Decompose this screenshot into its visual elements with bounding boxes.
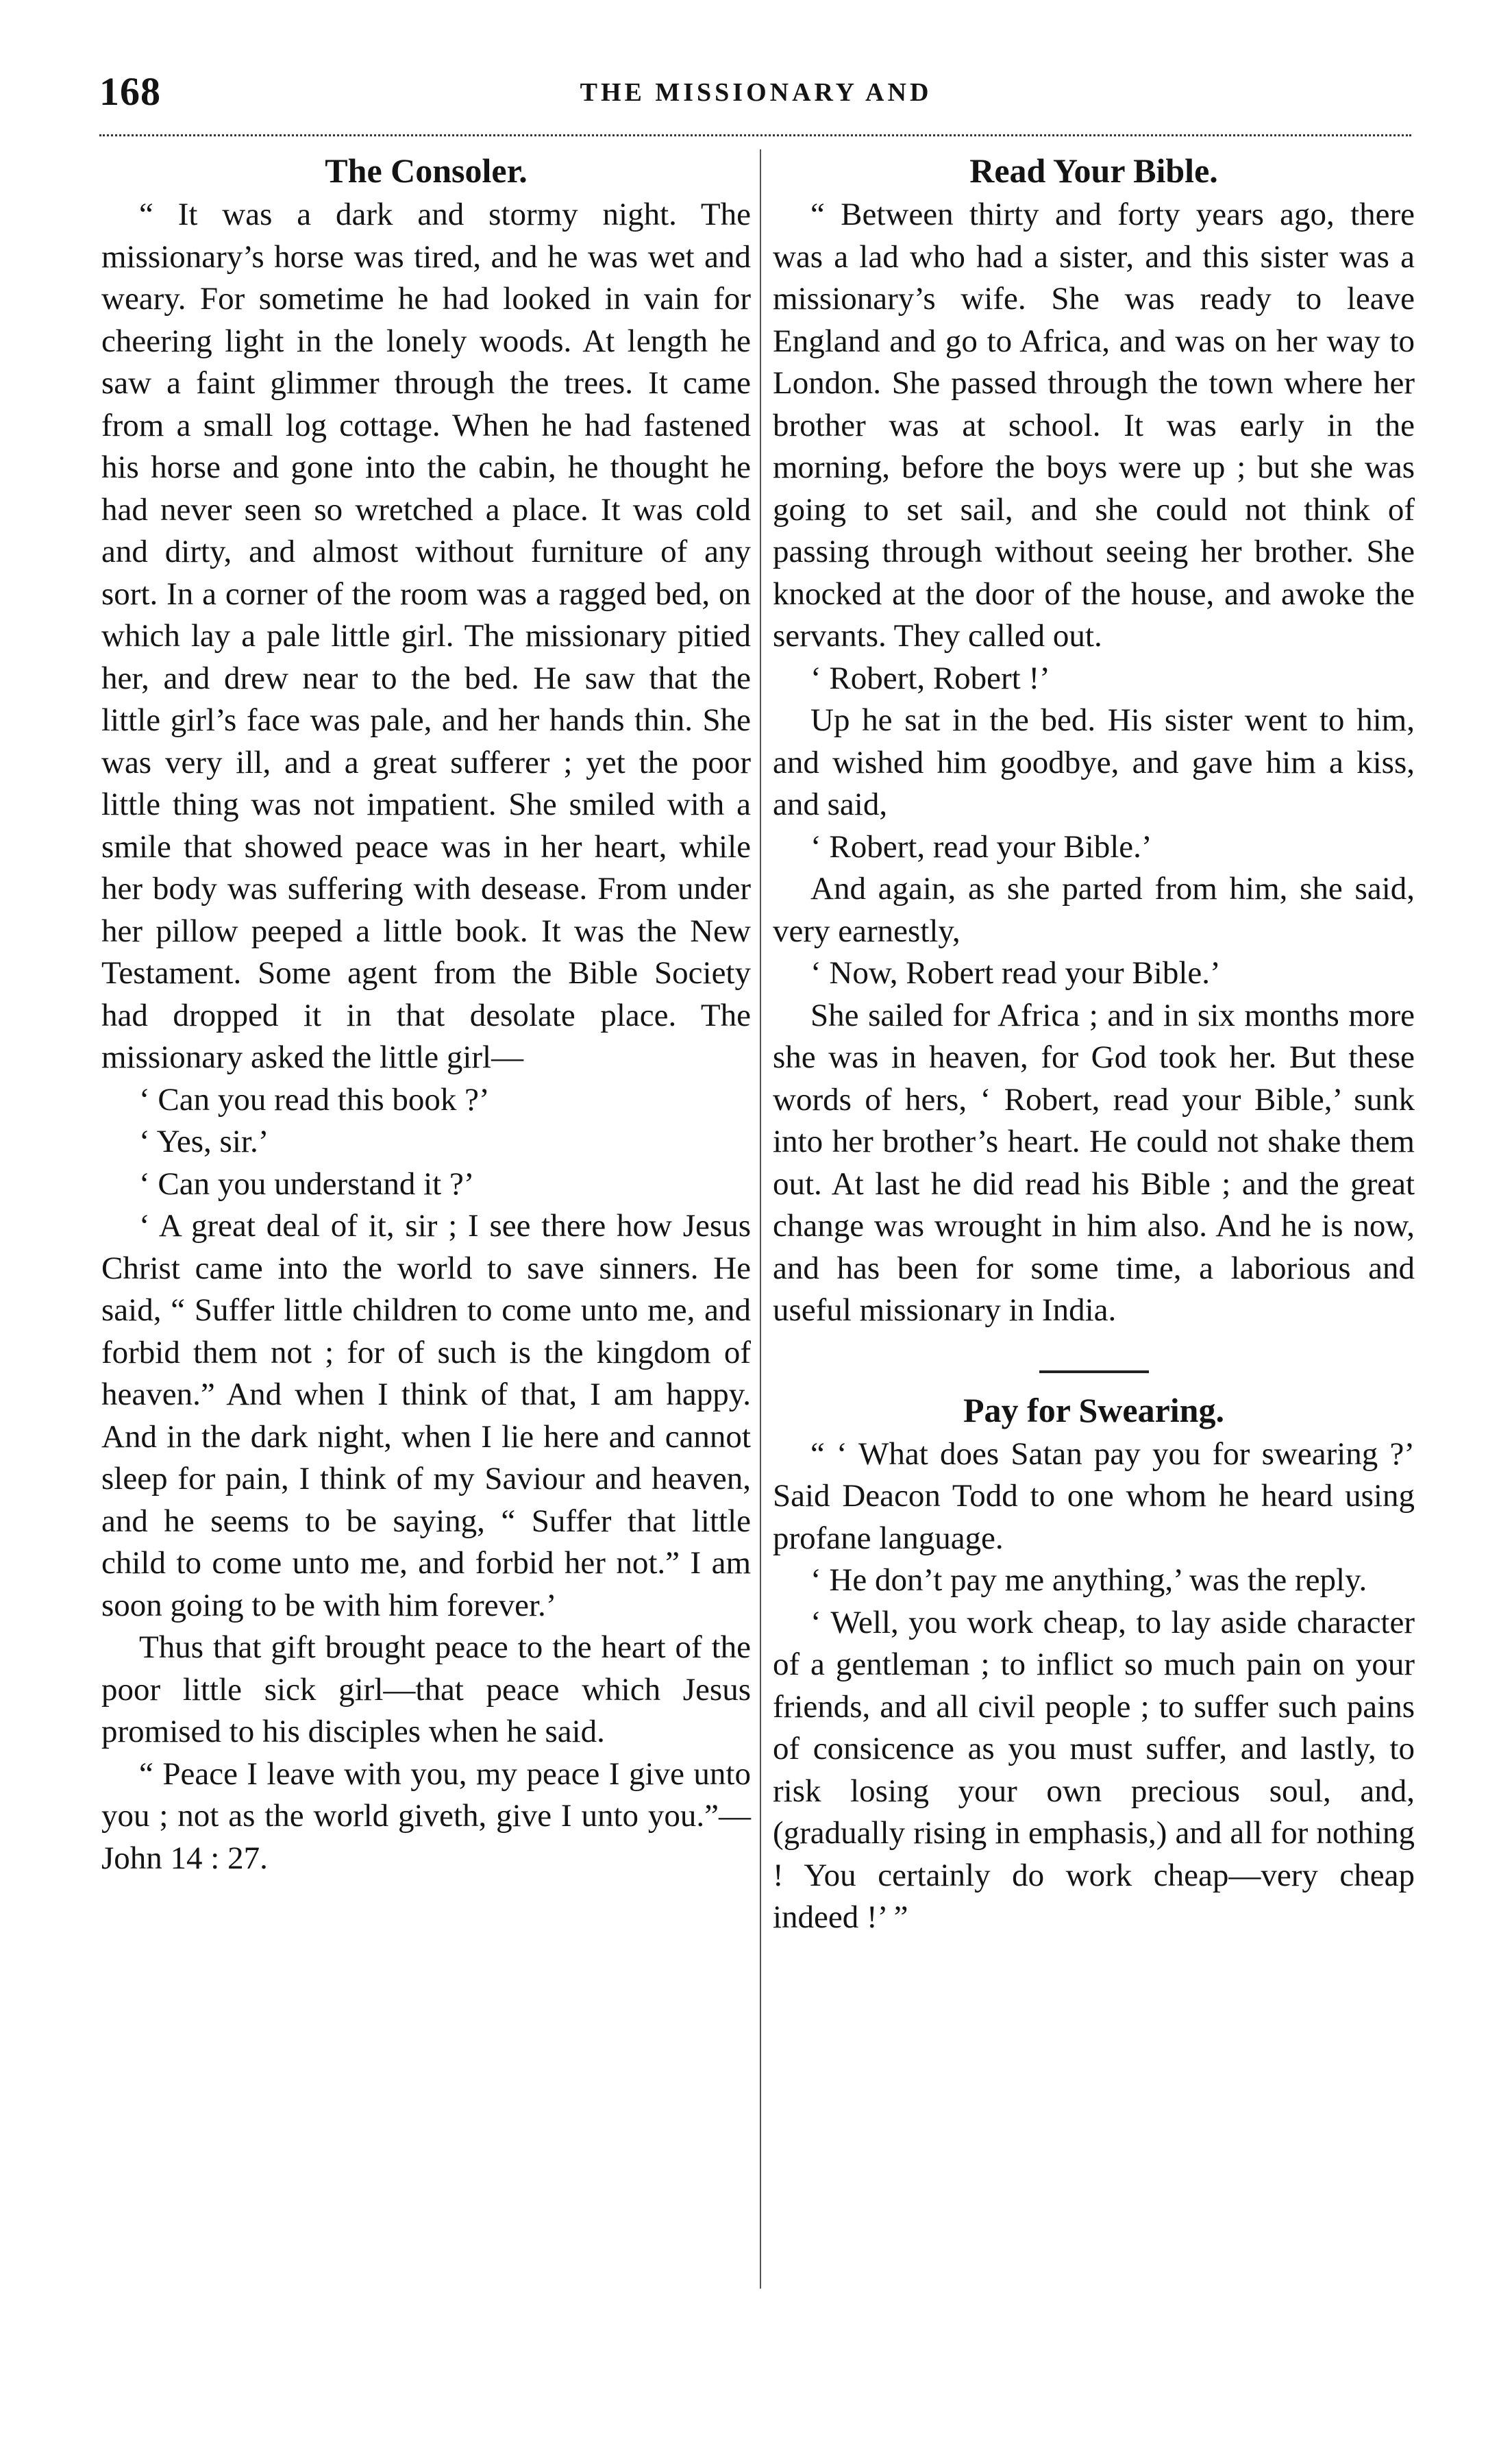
paragraph: ‘ Can you understand it ?’ — [139, 1166, 475, 1202]
paragraph: ‘ Now, Robert read your Bible.’ — [810, 955, 1221, 991]
header-rule — [99, 134, 1411, 136]
paragraph: ‘ Can you read this book ?’ — [139, 1081, 490, 1118]
article-title-read-your-bible: Read Your Bible. — [969, 151, 1218, 190]
paragraph: “ ‘ What does Satan pay you for swearing ?’ Said Deacon Todd to one whom he heard using profane language. — [773, 1436, 1415, 1556]
article-title-consoler: The Consoler. — [325, 151, 528, 190]
running-head: THE MISSIONARY AND — [580, 78, 932, 107]
paragraph: She sailed for Africa ; and in six months more she was in heaven, for God took her. But these words of hers, ‘ Robert, read your Bible,’ sunk into her brother’s heart. He could not shake them out. At last he did read his Bible ; and the great change was wrought in him also. And he is now, and has been for some time, a laborious and useful missionary in India. — [773, 997, 1415, 1328]
column-divider — [760, 149, 761, 2289]
paragraph: ‘ A great deal of it, sir ; I see there how Jesus Christ came into the world to save sinners. He said, “ Suffer little children to come unto me, and forbid them not ; for of such is the kingdom of heaven.” And when I think of that, I am happy. And in the dark night, when I lie here and cannot sleep for pain, I think of my Saviour and heaven, and he seems to be saying, “ Suffer that little child to come unto me, and forbid her not.” I am soon going to be with him forever.’ — [101, 1208, 751, 1623]
paragraph: Thus that gift brought peace to the heart of the poor little sick girl—that peace which Jesus promised to his disciples when he said. — [101, 1629, 751, 1749]
paragraph: “ Peace I leave with you, my peace I give unto you ; not as the world giveth, give I unto you.”—John 14 : 27. — [101, 1755, 751, 1876]
paragraph: ‘ Robert, read your Bible.’ — [810, 828, 1152, 865]
paragraph: “ It was a dark and stormy night. The missionary’s horse was tired, and he was wet and weary. For sometime he had looked in vain for cheering light in the lonely woods. At length he saw a faint glimmer through the trees. It came from a small log cottage. When he had fastened his horse and gone into the cabin, he thought he had never seen so wretched a place. It was cold and dirty, and almost without furniture of any sort. In a corner of the room was a ragged bed, on which lay a pale little girl. The missionary pitied her, and drew near to the bed. He saw that the little girl’s face was pale, and her hands thin. She was very ill, and a great sufferer ; yet the poor little thing was not impatient. She smiled with a smile that showed peace was in her heart, while her body was suffering with desease. From under her pillow peeped a little book. It was the New Testament. Some agent from the Bible Society had dropped it in that desolate place. The missionary asked the little girl— — [101, 197, 751, 1075]
paragraph: ‘ He don’t pay me anything,’ was the reply. — [810, 1562, 1367, 1598]
paragraph: ‘ Robert, Robert !’ — [810, 660, 1050, 696]
paragraph: ‘ Yes, sir.’ — [139, 1124, 269, 1159]
right-column — [773, 140, 1415, 1939]
paragraph: ‘ Well, you work cheap, to lay aside character of a gentleman ; to inflict so much pain on your friends, and all civil people ; to suffer such pains of consicence as you must suffer, and lastly, to risk losing your own precious soul, and, (gradually rising in emphasis,) and all for nothing ! You certainly do work cheap—very cheap indeed !’ ” — [773, 1604, 1415, 1935]
paragraph: Up he sat in the bed. His sister went to him, and wished him goodbye, and gave him a kiss, and said, — [773, 702, 1415, 822]
left-column — [101, 140, 751, 1880]
paragraph: “ Between thirty and forty years ago, there was a lad who had a sister, and this sister was a missionary’s wife. She was ready to leave England and go to Africa, and was on her way to London. She passed through the town where her brother was at school. It was early in the morning, before the boys were up ; but she was going to set sail, and she could not think of passing through without seeing her brother. She knocked at the door of the house, and awoke the servants. They called out. — [773, 197, 1415, 654]
page-number: 168 — [99, 69, 161, 114]
section-rule — [1039, 1370, 1149, 1373]
paragraph: And again, as she parted from him, she said, very earnestly, — [773, 871, 1415, 949]
article-title-pay-for-swearing: Pay for Swearing. — [963, 1390, 1224, 1429]
